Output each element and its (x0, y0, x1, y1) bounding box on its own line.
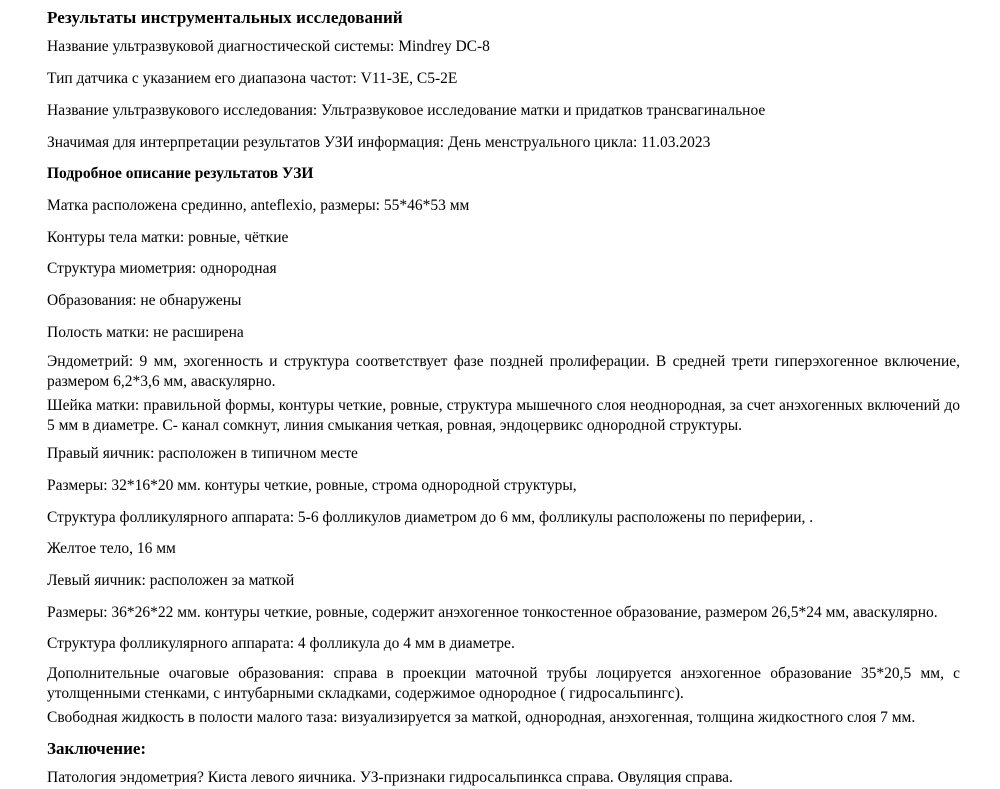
meta-line-probe-type: Тип датчика с указанием его диапазона частот: V11-3E, C5-2E (47, 70, 458, 88)
additional-findings-block (47, 660, 960, 728)
finding-myometrium-structure: Структура миометрия: однородная (47, 260, 277, 278)
meta-line-study-name: Название ультразвукового исследования: Ультразвуковое исследование матки и придатков трансвагинальное (47, 101, 766, 119)
finding-cervix: Шейка матки: правильной формы, контуры четкие, ровные, структура мышечного слоя неоднородная, за счет анэхогенных включений до 5 мм в диаметре. С- канал сомкнут, линия смыкания четкая, ровная, эндоцервикс однородной структуры. (47, 397, 960, 435)
finding-left-ovary-size: Размеры: 36*26*22 мм. контуры четкие, ровные, содержит анэхогенное тонкостенное образование, размером 26,5*24 мм, аваскулярно. (47, 603, 938, 621)
meta-line-cycle-info: Значимая для интерпретации результатов УЗИ информация: День менструального цикла: 11.03.2023 (47, 133, 711, 151)
finding-uterine-cavity: Полость матки: не расширена (47, 323, 244, 341)
meta-line-ultrasound-system: Название ультразвуковой диагностической системы: Mindrey DC-8 (47, 38, 490, 56)
finding-uterus-contours: Контуры тела матки: ровные, чёткие (47, 228, 289, 246)
finding-left-ovary-position: Левый яичник: расположен за маткой (47, 572, 295, 590)
finding-left-ovary-follicles: Структура фолликулярного аппарата: 4 фолликула до 4 мм в диаметре. (47, 635, 515, 653)
page-title: Результаты инструментальных исследований (47, 8, 403, 27)
finding-uterus-position: Матка расположена срединно, anteflexio, размеры: 55*46*53 мм (47, 196, 470, 214)
section-heading-conclusion: Заключение: (47, 739, 147, 759)
finding-additional-masses: Дополнительные очаговые образования: справа в проекции маточной трубы лоцируется анэхогенное образование 35*20,5 мм, с утолщенными стенками, с интубарными складками, содержимое однородное ( гидросальпингс). (47, 665, 960, 703)
finding-free-fluid: Свободная жидкость в полости малого таза: визуализируется за маткой, однородная, анэхогенная, толщина жидкостного слоя 7 мм. (47, 709, 916, 727)
finding-masses: Образования: не обнаружены (47, 291, 242, 309)
finding-right-ovary-follicles: Структура фолликулярного аппарата: 5-6 фолликулов диаметром до 6 мм, фолликулы расположены по периферии, . (47, 508, 814, 526)
finding-endometrium: Эндометрий: 9 мм, эхогенность и структура соответствует фазе поздней пролиферации. В средней трети гиперэхогенное включение, размером 6,2*3,6 мм, аваскулярно. (47, 353, 960, 391)
section-heading-description: Подробное описание результатов УЗИ (47, 165, 314, 183)
finding-corpus-luteum: Желтое тело, 16 мм (47, 540, 176, 558)
conclusion-text: Патология эндометрия? Киста левого яичника. УЗ-признаки гидросальпинкса справа. Овуляция справа. (47, 769, 733, 787)
endometrium-cervix-block (47, 348, 960, 438)
finding-right-ovary-position: Правый яичник: расположен в типичном месте (47, 445, 358, 463)
finding-right-ovary-size: Размеры: 32*16*20 мм. контуры четкие, ровные, строма однородной структуры, (47, 476, 577, 494)
